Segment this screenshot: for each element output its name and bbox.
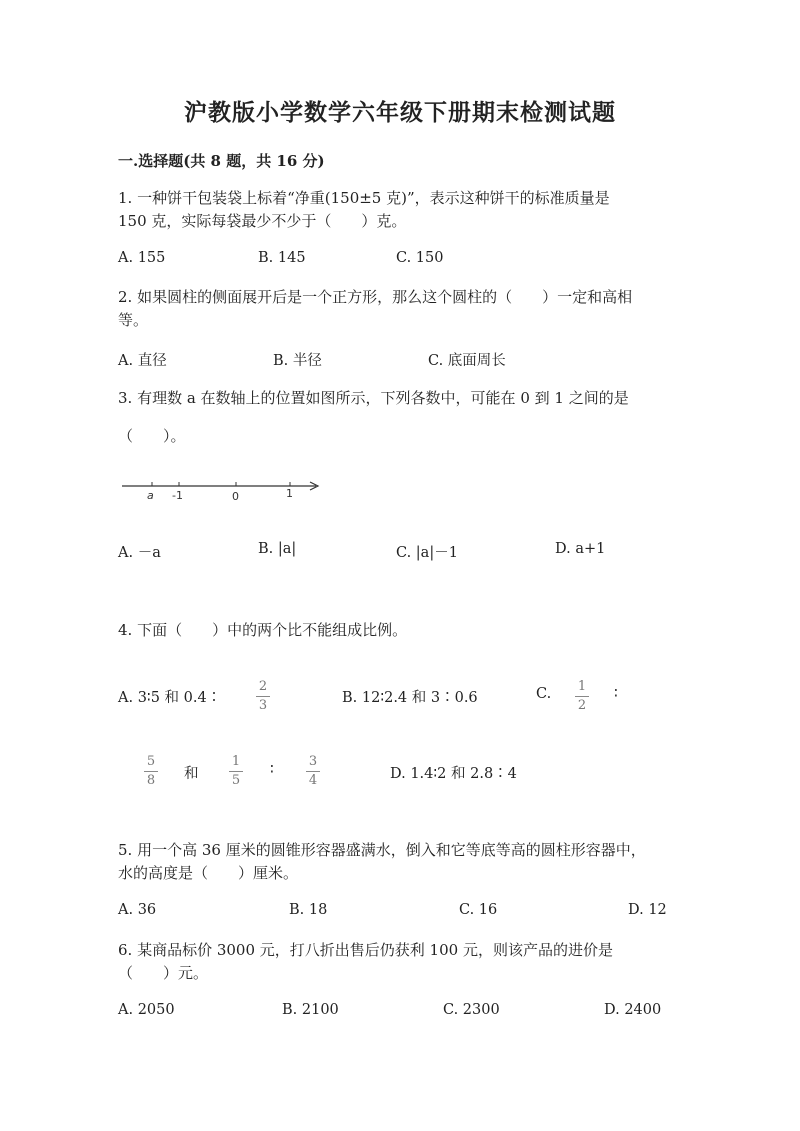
question-6 <box>118 939 613 985</box>
q6-option-d[interactable]: D. 2400 <box>604 1002 662 1018</box>
label-1: 1 <box>286 487 293 500</box>
question-5 <box>118 839 646 885</box>
q5-option-d[interactable]: D. 12 <box>628 902 667 918</box>
fraction-two-thirds <box>256 679 270 713</box>
q4-option-d[interactable]: D. 1.4∶2 和 2.8∶4 <box>390 766 517 782</box>
denominator: 5 <box>231 773 241 788</box>
numerator: 5 <box>146 754 156 769</box>
question-5-line-2: 水的高度是（ ）厘米。 <box>118 864 299 882</box>
q1-option-b[interactable]: B. 145 <box>258 250 306 266</box>
q2-option-b[interactable]: B. 半径 <box>273 353 322 369</box>
fraction-bar <box>306 771 320 772</box>
ratio-colon-2: ∶ <box>270 762 274 778</box>
q6-option-a[interactable]: A. 2050 <box>118 1002 175 1018</box>
fraction-bar <box>144 771 158 772</box>
fraction-one-half <box>575 679 589 713</box>
q3-option-c[interactable]: C. |a|－1 <box>396 545 458 561</box>
question-5-line-1: 5. 用一个高 36 厘米的圆锥形容器盛满水，倒入和它等底等高的圆柱形容器中， <box>118 841 646 859</box>
q4-option-b[interactable]: B. 12∶2.4 和 3∶0.6 <box>342 690 478 706</box>
numerator: 2 <box>258 679 268 694</box>
question-2 <box>118 286 632 332</box>
q5-option-c[interactable]: C. 16 <box>459 902 498 918</box>
question-3-line-2: （ ）。 <box>118 427 186 445</box>
q1-option-c[interactable]: C. 150 <box>396 250 444 266</box>
q4-option-a[interactable]: A. 3∶5 和 0.4∶ <box>118 690 222 706</box>
q5-option-a[interactable]: A. 36 <box>118 902 157 918</box>
denominator: 8 <box>146 773 156 788</box>
question-1-line-1: 1. 一种饼干包装袋上标着“净重(150±5 克)”，表示这种饼干的标准质量是 <box>118 189 610 207</box>
question-1-line-2: 150 克，实际每袋最少不少于（ ）克。 <box>118 212 407 230</box>
label-a: a <box>147 489 154 502</box>
denominator: 4 <box>308 773 318 788</box>
fraction-five-eighths <box>144 754 158 788</box>
page-title: 沪教版小学数学六年级下册期末检测试题 <box>184 99 616 126</box>
question-3-line-1: 3. 有理数 a 在数轴上的位置如图所示，下列各数中，可能在 0 到 1 之间的是 <box>118 389 629 407</box>
fraction-one-fifth <box>229 754 243 788</box>
q6-option-c[interactable]: C. 2300 <box>443 1002 500 1018</box>
q6-option-b[interactable]: B. 2100 <box>282 1002 339 1018</box>
q3-option-d[interactable]: D. a+1 <box>555 541 606 557</box>
question-6-line-1: 6. 某商品标价 3000 元，打八折出售后仍获利 100 元，则该产品的进价是 <box>118 941 613 959</box>
denominator: 2 <box>577 698 587 713</box>
question-4: 4. 下面（ ）中的两个比不能组成比例。 <box>118 621 408 639</box>
q2-option-c[interactable]: C. 底面周长 <box>428 353 506 369</box>
label-minus-1: -1 <box>172 489 183 502</box>
numerator: 3 <box>308 754 318 769</box>
fraction-bar <box>256 696 270 697</box>
q5-option-b[interactable]: B. 18 <box>289 902 328 918</box>
q4-option-c-label[interactable]: C. <box>536 686 552 702</box>
numerator: 1 <box>231 754 241 769</box>
ratio-colon: ∶ <box>614 686 618 702</box>
fraction-three-quarters <box>306 754 320 788</box>
question-2-line-1: 2. 如果圆柱的侧面展开后是一个正方形，那么这个圆柱的（ ）一定和高相 <box>118 288 633 306</box>
q2-option-a[interactable]: A. 直径 <box>118 353 167 369</box>
denominator: 3 <box>258 698 268 713</box>
question-6-line-2: （ ）元。 <box>118 964 209 982</box>
question-1 <box>118 187 610 233</box>
numerator: 1 <box>577 679 587 694</box>
fraction-bar <box>575 696 589 697</box>
section-heading: 一.选择题(共 8 题，共 16 分) <box>118 152 325 170</box>
q3-option-a[interactable]: A. －a <box>118 545 161 561</box>
number-line-figure <box>118 472 328 506</box>
q3-option-b[interactable]: B. |a| <box>258 541 297 557</box>
conjunction-and: 和 <box>184 766 199 782</box>
q1-option-a[interactable]: A. 155 <box>118 250 166 266</box>
fraction-bar <box>229 771 243 772</box>
question-2-line-2: 等。 <box>118 311 149 329</box>
label-0: 0 <box>232 490 239 503</box>
